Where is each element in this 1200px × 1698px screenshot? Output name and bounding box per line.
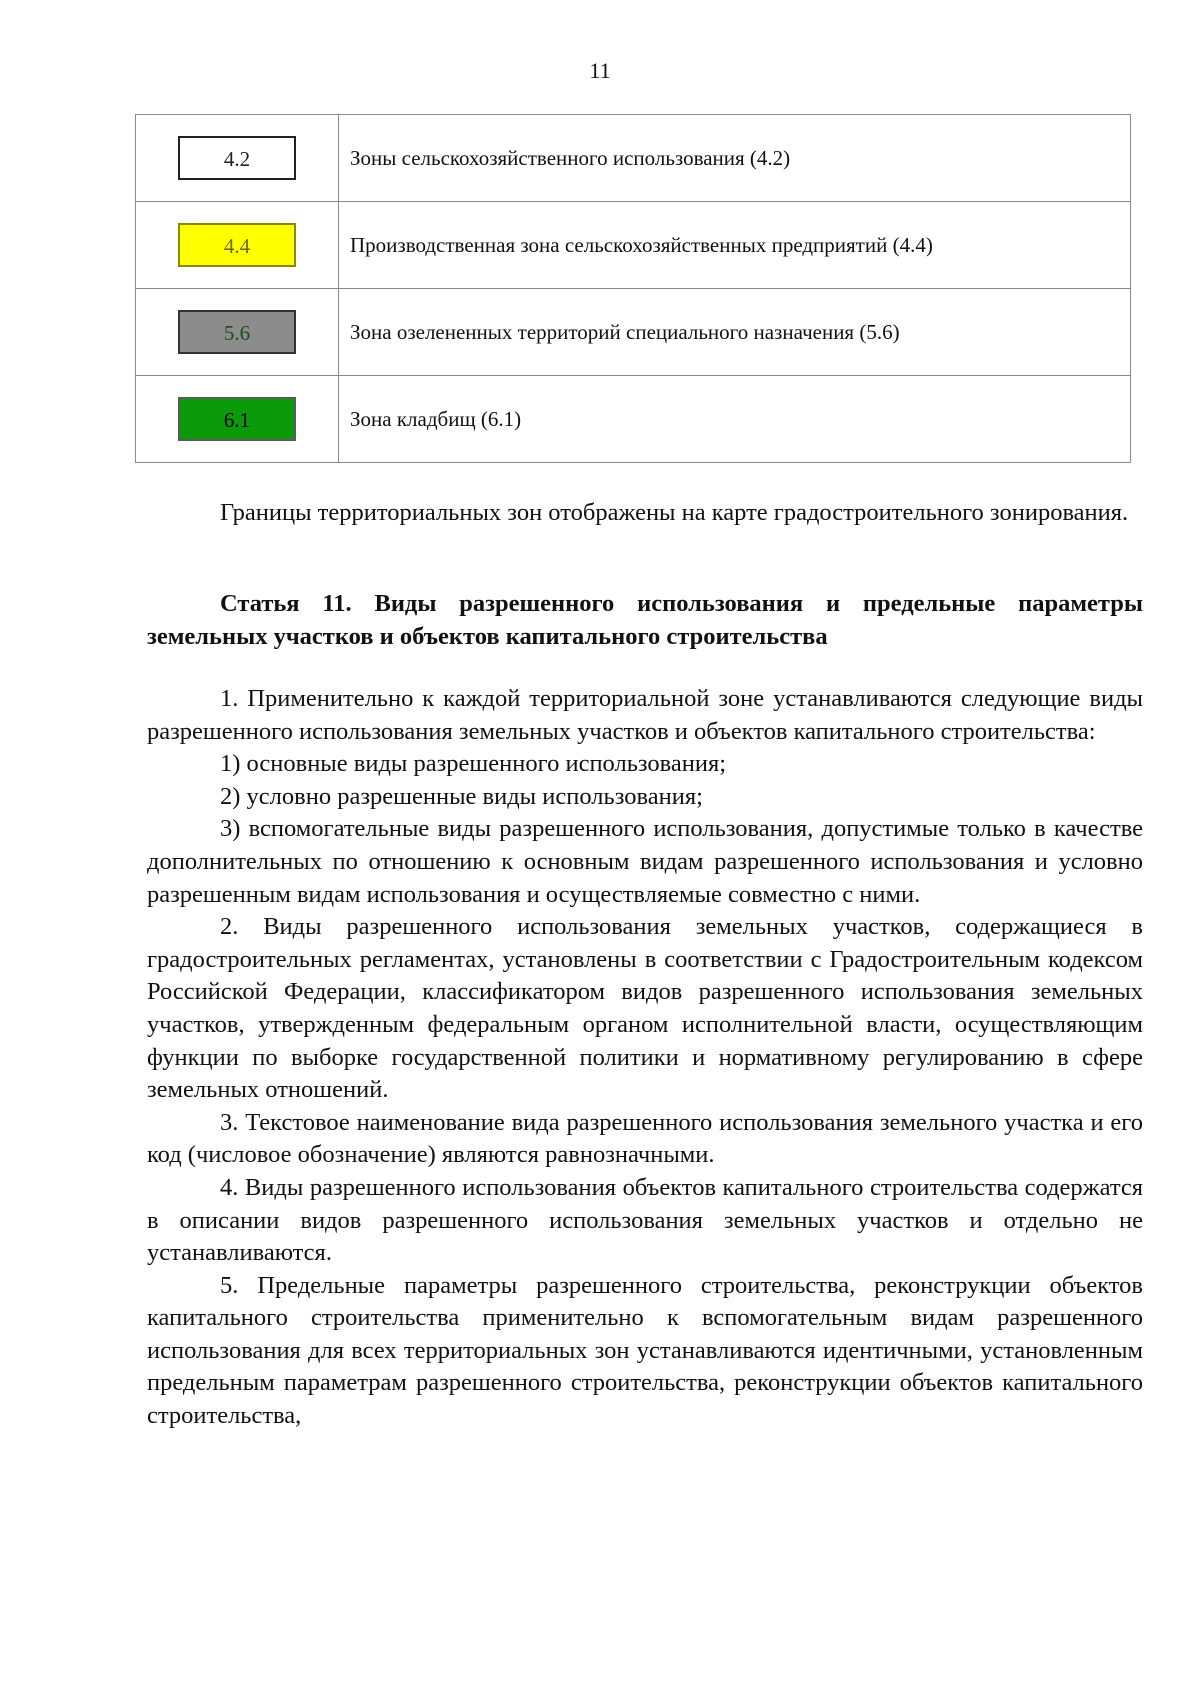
- paragraph: 3. Текстовое наименование вида разрешенного использования земельного участка и его код (числовое обозначение) являются равнозначными.: [147, 1108, 1143, 1169]
- zone-symbol-cell: [136, 115, 339, 202]
- zone-symbol-cell: [136, 202, 339, 289]
- list-item: 3) вспомогательные виды разрешенного использования, допустимые только в качестве дополнительных по отношению к основным видам разрешенного использования и условно разрешенным видам использования и осуществляемые совместно с ними.: [147, 815, 1143, 908]
- zone-description: Зона кладбищ (6.1): [339, 376, 1131, 463]
- article-title: Статья 11. Виды разрешенного использования и предельные параметры земельных участков и объектов капитального строительства: [147, 590, 1143, 650]
- article-body: [147, 683, 1143, 1433]
- zone-swatch-4-2: 4.2: [178, 136, 296, 180]
- zone-symbol-cell: [136, 376, 339, 463]
- list-item: 2) условно разрешенные виды использования;: [220, 782, 703, 810]
- list-item: 1) основные виды разрешенного использования;: [220, 750, 727, 778]
- paragraph: 1. Применительно к каждой территориальной зоне устанавливаются следующие виды разрешенного использования земельных участков и объектов капитального строительства:: [147, 685, 1143, 745]
- paragraph: 5. Предельные параметры разрешенного строительства, реконструкции объектов капитального строительства применительно к вспомогательным видам разрешенного использования для всех территориальных зон устанавливаются идентичными, установленным предельным параметрам разрешенного строительства, реконструкции объектов капитального строительства,: [147, 1271, 1143, 1430]
- zone-swatch-5-6: 5.6: [178, 310, 296, 354]
- zones-legend-table: [135, 114, 1131, 463]
- table-row: [136, 289, 1131, 376]
- zone-description: Зона озелененных территорий специального назначения (5.6): [339, 289, 1131, 376]
- table-row: [136, 202, 1131, 289]
- paragraph: 4. Виды разрешенного использования объектов капитального строительства содержатся в описании видов разрешенного использования земельных участков и отдельно не устанавливаются.: [147, 1173, 1143, 1267]
- zone-swatch-4-4: 4.4: [178, 223, 296, 267]
- table-row: [136, 376, 1131, 463]
- zone-swatch-6-1: 6.1: [178, 397, 296, 441]
- zone-description: Зоны сельскохозяйственного использования (4.2): [339, 115, 1131, 202]
- table-row: [136, 115, 1131, 202]
- zone-symbol-cell: [136, 289, 339, 376]
- paragraph: 2. Виды разрешенного использования земельных участков, содержащиеся в градостроительных регламентах, установлены в соответствии с Градостроительным кодексом Российской Федерации, классификатором видов разрешенного использования земельных участков, утвержденным федеральным органом исполнительной власти, осуществляющим функции по выборке государственной политики и нормативному регулированию в сфере земельных отношений.: [147, 913, 1143, 1104]
- intro-paragraph: Границы территориальных зон отображены на карте градостроительного зонирования.: [220, 499, 1129, 526]
- zone-description: Производственная зона сельскохозяйственных предприятий (4.4): [339, 202, 1131, 289]
- page-number: 11: [589, 58, 611, 83]
